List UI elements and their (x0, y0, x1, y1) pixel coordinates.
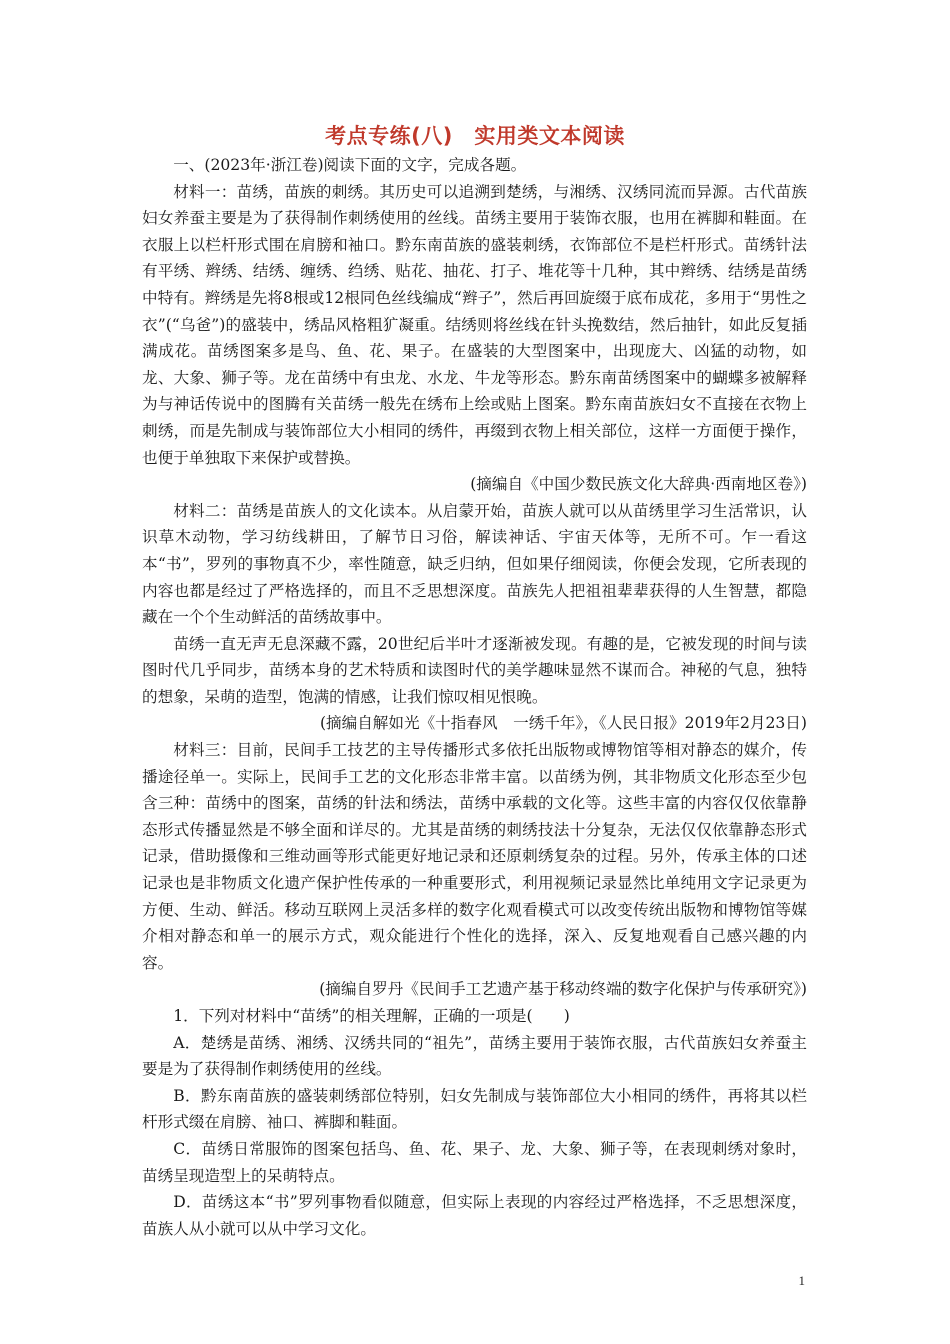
question-1-stem: 1．下列对材料中“苗绣”的相关理解，正确的一项是( ) (173, 1007, 570, 1025)
material-one-source: (摘编自《中国少数民族文化大辞典·西南地区卷》) (470, 475, 807, 494)
question-1-option-b: B．黔东南苗族的盛装刺绣部位特别，妇女先制成与装饰部位大小相同的绣件，再将其以栏杆形式缀在肩膀、袖口、裤脚和鞋面。 (142, 1086, 807, 1132)
material-three-source: (摘编自罗丹《民间手工艺遗产基于移动终端的数字化保护与传承研究》) (319, 980, 807, 999)
material-two-source: (摘编自解如光《十指春风 一绣千年》，《人民日报》2019年2月23日) (319, 714, 807, 733)
document-body (142, 152, 807, 1242)
material-three-text: 材料三：目前，民间手工技艺的主导传播形式多依托出版物或博物馆等相对静态的媒介，传播途径单一。实际上，民间手工艺的文化形态非常丰富。以苗绣为例，其非物质文化形态至少包含三种：苗绣中的图案，苗绣的针法和绣法，苗绣中承载的文化等。这些丰富的内容仅仅依靠静态形式传播显然是不够全面和详尽的。尤其是苗绣的刺绣技法十分复杂，无法仅仅依靠静态形式记录，借助摄像和三维动画等形式能更好地记录和还原刺绣复杂的过程。另外，传承主体的口述记录也是非物质文化遗产保护性传承的一种重要形式，利用视频记录显然比单纯用文字记录更为方便、生动、鲜活。移动互联网上灵活多样的数字化观看模式可以改变传统出版物和博物馆等媒介相对静态和单一的展示方式，观众能进行个性化的选择，深入、反复地观看自己感兴趣的内容。 (142, 741, 807, 972)
material-two-paragraph-2: 苗绣一直无声无息深藏不露，20世纪后半叶才逐渐被发现。有趣的是，它被发现的时间与读图时代几乎同步，苗绣本身的艺术特质和读图时代的美学趣味显然不谋而合。神秘的气息，独特的想象，呆萌的造型，饱满的情感，让我们惊叹相见恨晚。 (142, 634, 807, 706)
page-title: 考点专练(八) 实用类文本阅读 (325, 124, 625, 148)
section-intro: 一、(2023年·浙江卷)阅读下面的文字，完成各题。 (173, 156, 527, 174)
question-1-option-a: A．楚绣是苗绣、湘绣、汉绣共同的“祖先”，苗绣主要用于装饰衣服，古代苗族妇女养蚕主要是为了获得制作刺绣使用的丝线。 (142, 1033, 807, 1079)
material-two-paragraph-1: 材料二：苗绣是苗族人的文化读本。从启蒙开始，苗族人就可以从苗绣里学习生活常识，认识草木动物，学习纺线耕田，了解节日习俗，解读神话、宇宙天体等，无所不可。乍一看这本“书”，罗列的事物真不少，率性随意，缺乏归纳，但如果仔细阅读，你便会发现，它所表现的内容也都是经过了严格选择的，而且不乏思想深度。苗族先人把祖祖辈辈获得的人生智慧，都隐藏在一个个生动鲜活的苗绣故事中。 (142, 501, 807, 627)
question-1-option-c: C．苗绣日常服饰的图案包括鸟、鱼、花、果子、龙、大象、狮子等，在表现刺绣对象时，苗绣呈现造型上的呆萌特点。 (142, 1139, 807, 1185)
question-1-option-d: D．苗绣这本“书”罗列事物看似随意，但实际上表现的内容经过严格选择，不乏思想深度，苗族人从小就可以从中学习文化。 (142, 1193, 807, 1238)
material-one-text: 材料一：苗绣，苗族的刺绣。其历史可以追溯到楚绣，与湘绣、汉绣同流而异源。古代苗族妇女养蚕主要是为了获得制作刺绣使用的丝线。苗绣主要用于装饰衣服，也用在裤脚和鞋面。在衣服上以栏杆形式围在肩膀和袖口。黔东南苗族的盛装刺绣，衣饰部位不是栏杆形式。苗绣针法有平绣、辫绣、结绣、缠绣、绉绣、贴花、抽花、打子、堆花等十几种，其中辫绣、结绣是苗绣中特有。辫绣是先将8根或12根同色丝线编成“辫子”，然后再回旋缀于底布成花，多用于“男性之衣”(“乌爸”)的盛装中，绣品风格粗犷凝重。结绣则将丝线在针头挽数结，然后抽针，如此反复插满成花。苗绣图案多是鸟、鱼、花、果子。在盛装的大型图案中，出现庞大、凶猛的动物，如龙、大象、狮子等。龙在苗绣中有虫龙、水龙、牛龙等形态。黔东南苗绣图案中的蝴蝶多被解释为与神话传说中的图腾有关苗绣一般先在绣布上绘或贴上图案。黔东南苗族妇女不直接在衣物上刺绣，而是先制成与装饰部位大小相同的绣件，再缀到衣物上相关部位，这样一方面便于操作，也便于单独取下来保护或替换。 (142, 182, 807, 467)
page-number: 1 (798, 1273, 805, 1288)
